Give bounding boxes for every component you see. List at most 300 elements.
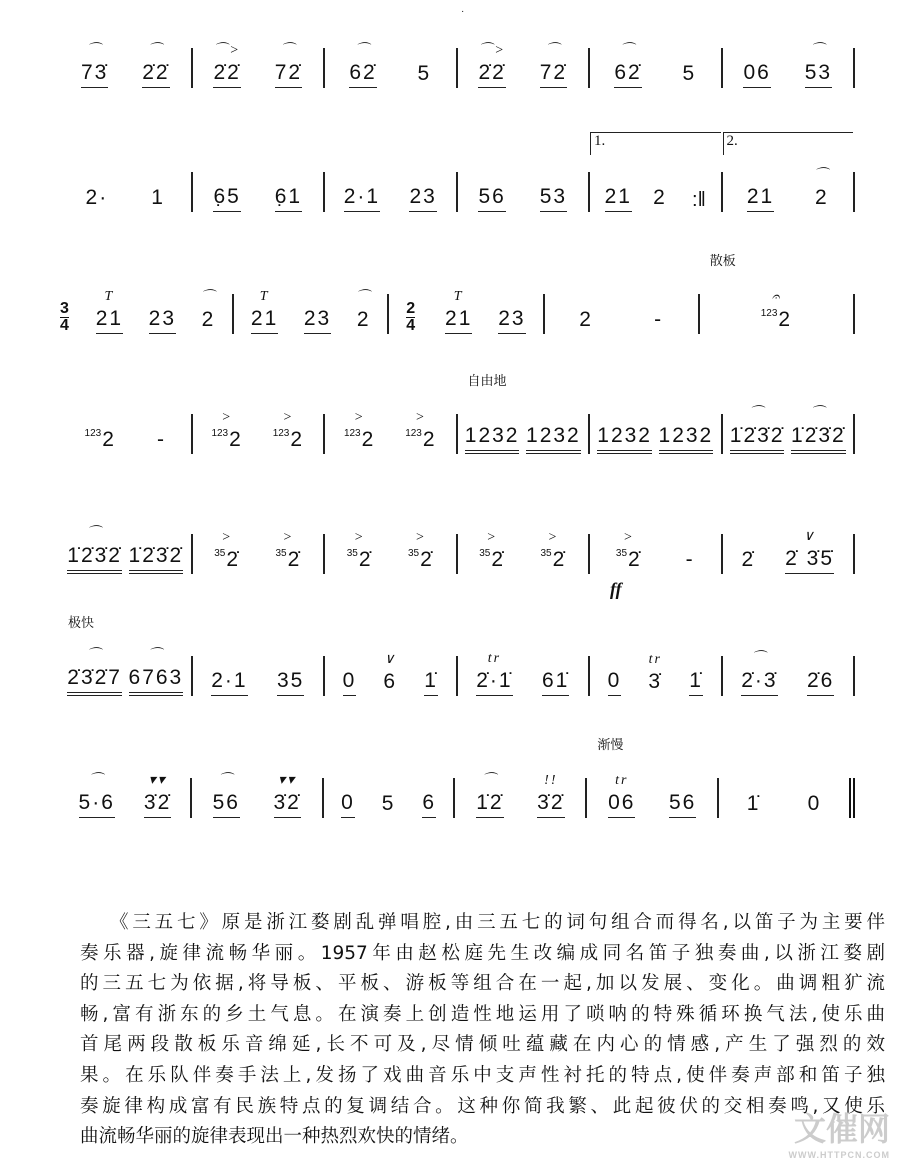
note-text: 2·1 — [343, 185, 381, 208]
measure — [590, 530, 723, 599]
note-text: 2̇ — [358, 548, 373, 571]
note-text: 06 — [743, 61, 771, 84]
note-group — [422, 791, 436, 818]
articulation-mark: > — [221, 410, 233, 425]
paragraph-line: 果。在乐队伴奏手法上,发扬了戏曲音乐中支声性衬托的特点,使伴奏声部和笛子独 — [80, 1064, 885, 1086]
note-text: 2 — [653, 186, 667, 209]
note-text: 21 — [445, 307, 473, 330]
note-text: 72̇ — [274, 61, 303, 84]
note-group — [537, 773, 565, 818]
measure — [325, 652, 458, 696]
score-row — [60, 615, 855, 696]
note-text: 6̣1 — [274, 185, 303, 208]
score-row — [60, 737, 855, 818]
measure — [325, 172, 458, 212]
measure — [193, 172, 326, 212]
articulation-mark: ⌒ — [481, 773, 498, 788]
note-group — [785, 529, 835, 574]
note-text: 2̇ — [552, 548, 567, 571]
articulation-mark: tr — [648, 652, 662, 667]
note-text: 1232 — [526, 424, 581, 447]
paragraph-line: 首尾两段散板乐音绵延,长不可及,尽情倾吐蕴藏在内心的情感,产生了强烈的效 — [80, 1034, 885, 1056]
note-group — [669, 791, 696, 818]
dynamic-mark: ff — [610, 579, 622, 599]
note-text: 6763 — [128, 666, 184, 689]
grace-notes: 35 — [346, 548, 358, 559]
articulation-mark: ⌒ — [147, 43, 164, 58]
measure — [60, 43, 193, 88]
note-group — [417, 62, 431, 88]
note-group — [614, 43, 642, 88]
measure — [60, 526, 193, 574]
note-text: 0 — [607, 669, 622, 692]
articulation-mark: ⌒ — [545, 43, 562, 58]
note-text: 1̇2̇3̇2̇ — [128, 544, 184, 567]
note-text: 2̇2̇ — [142, 61, 170, 84]
grace-notes: 35 — [540, 548, 552, 559]
note-text: 23 — [303, 307, 332, 330]
articulation-mark: ⌒ — [86, 648, 103, 663]
tempo-label: 极快 — [68, 615, 95, 630]
time-top: 3 — [60, 300, 69, 317]
note-text: 2̇3̇2̇7 — [67, 666, 122, 689]
note-text: 2̇ — [287, 548, 302, 571]
measure — [458, 172, 591, 212]
note-text: 0 — [342, 669, 357, 692]
articulation-mark: ⌒ — [86, 43, 103, 58]
score-row — [60, 373, 855, 454]
note-text: 2 — [201, 308, 216, 331]
note-text: 0 — [341, 791, 355, 814]
note-text: 2̇2̇ — [478, 61, 506, 84]
note-group — [250, 289, 279, 334]
note-group — [478, 43, 506, 88]
tempo-label: 自由地 — [467, 373, 507, 388]
note-text: 2̇6 — [806, 669, 835, 692]
note-group — [686, 548, 695, 574]
note-group — [424, 669, 438, 696]
note-text: 2 — [229, 428, 243, 451]
paragraph-line: 奏旋律构成富有民族特点的复调结合。这种你简我繁、此起彼伏的交相奏鸣,又使乐 — [80, 1095, 885, 1117]
measure — [587, 737, 719, 818]
note-text: 1232 — [658, 424, 714, 447]
note-group — [743, 61, 770, 88]
articulation-mark: ⌒> — [478, 43, 506, 58]
note-group — [445, 289, 473, 334]
score-row — [60, 43, 855, 88]
note-group — [344, 185, 380, 212]
note-text: 61̇ — [541, 669, 570, 692]
measure — [723, 133, 856, 212]
note-group — [741, 651, 778, 696]
note-group — [808, 792, 822, 818]
grace-notes: 35 — [407, 548, 420, 559]
note-group — [747, 792, 761, 818]
note-text: 2̇ 3̇5̇ — [785, 547, 835, 570]
note-text: 5 — [381, 792, 396, 815]
measure — [723, 529, 856, 574]
note-group — [343, 410, 376, 454]
note-text: 21 — [250, 307, 279, 330]
score-row — [60, 253, 855, 334]
note-text: 2̇·3̇ — [741, 669, 778, 692]
note-group — [648, 652, 663, 696]
grace-notes: 123 — [343, 428, 361, 439]
measure — [700, 253, 855, 334]
note-group — [128, 648, 184, 696]
note-group — [86, 186, 109, 212]
note-group — [355, 290, 372, 334]
note-text: 1̇2̇ — [476, 791, 504, 814]
articulation-mark: ⌒ — [810, 406, 827, 421]
grace-notes: 35 — [275, 548, 287, 559]
note-text: 6 — [383, 670, 398, 693]
note-text: 2̇ — [226, 548, 241, 571]
articulation-mark: ⌒ — [810, 43, 827, 58]
measure — [60, 414, 193, 454]
note-group — [653, 186, 667, 212]
measure — [60, 172, 193, 212]
note-text: 1̇2̇3̇2̇ — [791, 424, 846, 447]
note-group — [689, 669, 703, 696]
note-text: 1̇ — [689, 669, 703, 692]
note-text: 2̇ — [420, 548, 434, 571]
note-group — [791, 406, 846, 454]
note-text: - — [156, 428, 166, 451]
note-text: 06 — [608, 791, 636, 814]
time-signature — [406, 301, 415, 334]
note-text: 1̇ — [746, 792, 761, 815]
note-text: 2 — [579, 308, 593, 331]
time-signature — [60, 301, 69, 334]
measure — [723, 43, 856, 88]
note-group — [151, 186, 165, 212]
note-group — [211, 410, 243, 454]
note-group — [760, 290, 793, 334]
measure — [458, 373, 591, 454]
note-text: 3̇ — [648, 670, 663, 693]
articulation-mark: 𝄐 — [771, 290, 782, 305]
note-text: 2·1 — [211, 669, 248, 692]
note-text: 1 — [151, 186, 165, 209]
articulation-mark: ⌒ — [200, 290, 217, 305]
articulation-mark: ∨ — [384, 652, 397, 667]
page-mark: · — [461, 6, 465, 17]
note-group — [277, 669, 304, 696]
note-text: 1232 — [597, 424, 652, 447]
articulation-mark: ⌒ — [88, 773, 105, 788]
measure — [458, 43, 591, 88]
articulation-mark: !! — [544, 773, 558, 788]
measure — [193, 530, 326, 574]
note-group — [213, 185, 240, 212]
note-group — [409, 185, 436, 212]
note-group — [615, 530, 642, 574]
note-text: 2 — [356, 308, 371, 331]
grace-notes: 35 — [479, 548, 491, 559]
measure — [192, 773, 324, 818]
grace-notes: 123 — [211, 428, 229, 439]
note-group — [78, 773, 115, 818]
measure — [193, 656, 326, 696]
articulation-mark: > — [415, 410, 427, 425]
note-text: 2̇ — [491, 548, 506, 571]
articulation-mark: T — [453, 289, 464, 304]
tempo-label: 散板 — [709, 253, 736, 268]
note-text: 2· — [85, 186, 109, 209]
paragraph-line: 的三五七为依据,将导板、平板、游板等组合在一起,加以发展、变化。曲调粗犷流 — [80, 973, 885, 995]
articulation-mark: ⌒ — [280, 43, 297, 58]
articulation-mark: ⌒ — [620, 43, 637, 58]
score-row — [60, 133, 855, 212]
note-group — [729, 406, 785, 454]
articulation-mark: ⌒ — [813, 168, 830, 183]
note-text: 56 — [668, 791, 697, 814]
measure — [193, 410, 326, 454]
articulation-mark: ▾▾ — [278, 773, 297, 788]
articulation-mark: ⌒> — [213, 43, 241, 58]
articulation-mark: ⌒ — [751, 651, 768, 666]
note-group — [214, 530, 241, 574]
note-group — [579, 308, 593, 334]
note-group — [213, 43, 241, 88]
note-group — [597, 424, 652, 454]
note-group — [382, 792, 396, 818]
note-group — [465, 424, 520, 454]
note-group — [211, 669, 247, 696]
measure — [79, 289, 234, 334]
note-group — [273, 773, 301, 818]
note-group — [349, 43, 377, 88]
paragraph-line: 曲流畅华丽的旋律表现出一种热烈欢快的情绪。 — [80, 1126, 469, 1148]
measure — [325, 530, 458, 574]
note-group — [346, 530, 373, 574]
note-group — [212, 773, 240, 818]
articulation-mark: > — [221, 530, 233, 545]
note-text: 2 — [102, 428, 116, 451]
note-text: 2 — [290, 428, 305, 451]
articulation-mark: > — [623, 530, 635, 545]
note-text: 2 — [778, 308, 793, 331]
note-text: 62̇ — [349, 61, 377, 84]
articulation-mark: ▾▾ — [148, 773, 167, 788]
note-group — [67, 526, 122, 574]
note-text: 56 — [212, 791, 240, 814]
articulation-mark: > — [547, 530, 560, 545]
articulation-mark: tr — [487, 651, 502, 666]
note-text: 21 — [746, 185, 775, 208]
paragraph-line: 奏乐器,旋律流畅华丽。1957年由赵松庭先生改编成同名笛子独奏曲,以浙江婺剧 — [80, 942, 885, 964]
note-group — [807, 669, 834, 696]
note-group — [608, 773, 636, 818]
articulation-mark: ⌒ — [749, 406, 766, 421]
note-group — [129, 544, 184, 574]
note-group — [539, 43, 568, 88]
note-text: 6 — [422, 791, 437, 814]
note-text: 0 — [807, 792, 822, 815]
note-text: 2 — [361, 428, 376, 451]
note-group — [80, 43, 109, 88]
note-text: 5·6 — [78, 791, 115, 814]
note-group — [272, 410, 305, 454]
articulation-mark: T — [259, 289, 270, 304]
measure — [723, 651, 856, 696]
articulation-mark: ⌒ — [86, 526, 103, 541]
articulation-mark: > — [282, 410, 295, 425]
note-group — [542, 669, 569, 696]
note-text: 72̇ — [539, 61, 568, 84]
note-text: 1̇2̇3̇2̇ — [729, 424, 785, 447]
note-text: 3̇2̇ — [143, 791, 172, 814]
note-group — [540, 530, 567, 574]
note-group — [85, 428, 116, 454]
note-text: 23 — [148, 307, 177, 330]
measure — [389, 289, 544, 334]
measure — [723, 406, 856, 454]
articulation-mark: ⌒ — [355, 43, 372, 58]
note-text: 6̣5 — [213, 185, 241, 208]
measure — [590, 652, 723, 696]
note-group — [526, 424, 581, 454]
note-group — [343, 669, 357, 696]
articulation-mark: T — [104, 289, 115, 304]
note-text: 2 — [422, 428, 437, 451]
note-text: 21 — [604, 185, 632, 208]
measure — [458, 530, 591, 574]
measure — [545, 294, 700, 334]
articulation-mark: > — [353, 410, 366, 425]
measure — [458, 651, 591, 696]
note-text: 3̇2̇ — [273, 791, 301, 814]
note-text: 5 — [682, 62, 697, 85]
note-group — [274, 43, 303, 88]
note-text: 1̇ — [424, 669, 438, 692]
articulation-mark: > — [415, 530, 427, 545]
tempo-label: 渐慢 — [597, 737, 624, 752]
note-group — [67, 648, 122, 696]
note-group — [304, 307, 331, 334]
note-group — [275, 185, 302, 212]
note-text: 23 — [498, 307, 526, 330]
measure — [193, 43, 326, 88]
measure — [325, 410, 458, 454]
measure — [324, 778, 456, 818]
articulation-mark: > — [486, 530, 498, 545]
volta-bracket: 1. — [590, 132, 721, 155]
note-group — [813, 168, 830, 212]
articulation-mark: ⌒ — [355, 290, 372, 305]
articulation-mark: tr — [615, 773, 629, 788]
note-group — [608, 669, 622, 696]
note-text: 21 — [95, 307, 124, 330]
paragraph-line: 畅,富有浙东的乡土气息。在演奏上创造性地运用了唢呐的特殊循环换气法,使乐曲 — [80, 1003, 885, 1025]
note-text: 2̇·1̇ — [476, 669, 513, 692]
measure — [325, 43, 458, 88]
note-group — [143, 773, 172, 818]
measure — [590, 414, 723, 454]
note-group — [479, 530, 506, 574]
note-group — [149, 307, 176, 334]
time-bottom: 4 — [406, 317, 416, 334]
articulation-mark: > — [353, 530, 366, 545]
note-group — [659, 424, 714, 454]
note-text: 1232 — [464, 424, 520, 447]
note-group — [341, 791, 355, 818]
grace-notes: 123 — [760, 308, 778, 319]
note-text: 56 — [478, 185, 506, 208]
note-text: 1̇2̇3̇2̇ — [67, 544, 122, 567]
paragraph-line: 《三五七》原是浙江婺剧乱弹唱腔,由三五七的词句组合而得名,以笛子为主要伴 — [110, 912, 885, 933]
note-group — [741, 548, 755, 574]
note-group — [747, 185, 774, 212]
row-prefix — [60, 301, 73, 334]
note-text: 3̇2̇ — [537, 791, 565, 814]
volta-bracket: 2. — [723, 132, 854, 155]
note-text: 2̇ — [741, 548, 756, 571]
note-text: 2̇ — [628, 548, 642, 571]
note-group — [605, 185, 632, 212]
articulation-mark: ⌒ — [147, 648, 164, 663]
note-group — [407, 530, 434, 574]
articulation-mark: > — [282, 530, 295, 545]
note-text: 35 — [276, 669, 305, 692]
note-text: 2̇2̇ — [213, 61, 241, 84]
measure — [590, 43, 723, 88]
note-group — [383, 652, 398, 696]
note-text: 5 — [417, 62, 432, 85]
grace-notes: 35 — [214, 548, 226, 559]
measure — [455, 773, 587, 818]
description-paragraph — [80, 908, 885, 1153]
measure — [60, 773, 192, 818]
score-row — [60, 526, 855, 599]
note-text: 62̇ — [614, 61, 642, 84]
measure — [234, 289, 389, 334]
note-group — [498, 307, 525, 334]
measure — [60, 648, 193, 696]
note-group — [142, 43, 170, 88]
note-text: 53 — [804, 61, 833, 84]
grace-notes: 35 — [615, 548, 628, 559]
note-group — [275, 530, 302, 574]
grace-notes: 123 — [405, 428, 422, 439]
articulation-mark: ∨ — [803, 529, 816, 544]
note-text: - — [654, 308, 664, 331]
note-group — [476, 651, 513, 696]
repeat-sign: :‖ — [692, 189, 706, 211]
note-group — [200, 290, 217, 334]
note-group — [654, 308, 663, 334]
measure — [590, 133, 723, 212]
note-text: - — [685, 548, 695, 571]
note-group — [540, 185, 567, 212]
grace-notes: 123 — [84, 428, 102, 439]
note-group — [804, 43, 833, 88]
note-text: 53 — [539, 185, 568, 208]
note-text: 23 — [409, 185, 437, 208]
note-text: 2 — [814, 186, 829, 209]
note-group — [95, 289, 124, 334]
note-text: 73̇ — [80, 61, 109, 84]
measure — [719, 778, 855, 818]
note-group — [405, 410, 437, 454]
articulation-mark: ⌒ — [218, 773, 235, 788]
grace-notes: 123 — [272, 428, 290, 439]
note-group — [157, 428, 166, 454]
note-group — [682, 62, 696, 88]
watermark-logo: 文催网 WWW.HTTPCN.COM — [788, 1111, 890, 1160]
time-top: 2 — [406, 300, 416, 317]
